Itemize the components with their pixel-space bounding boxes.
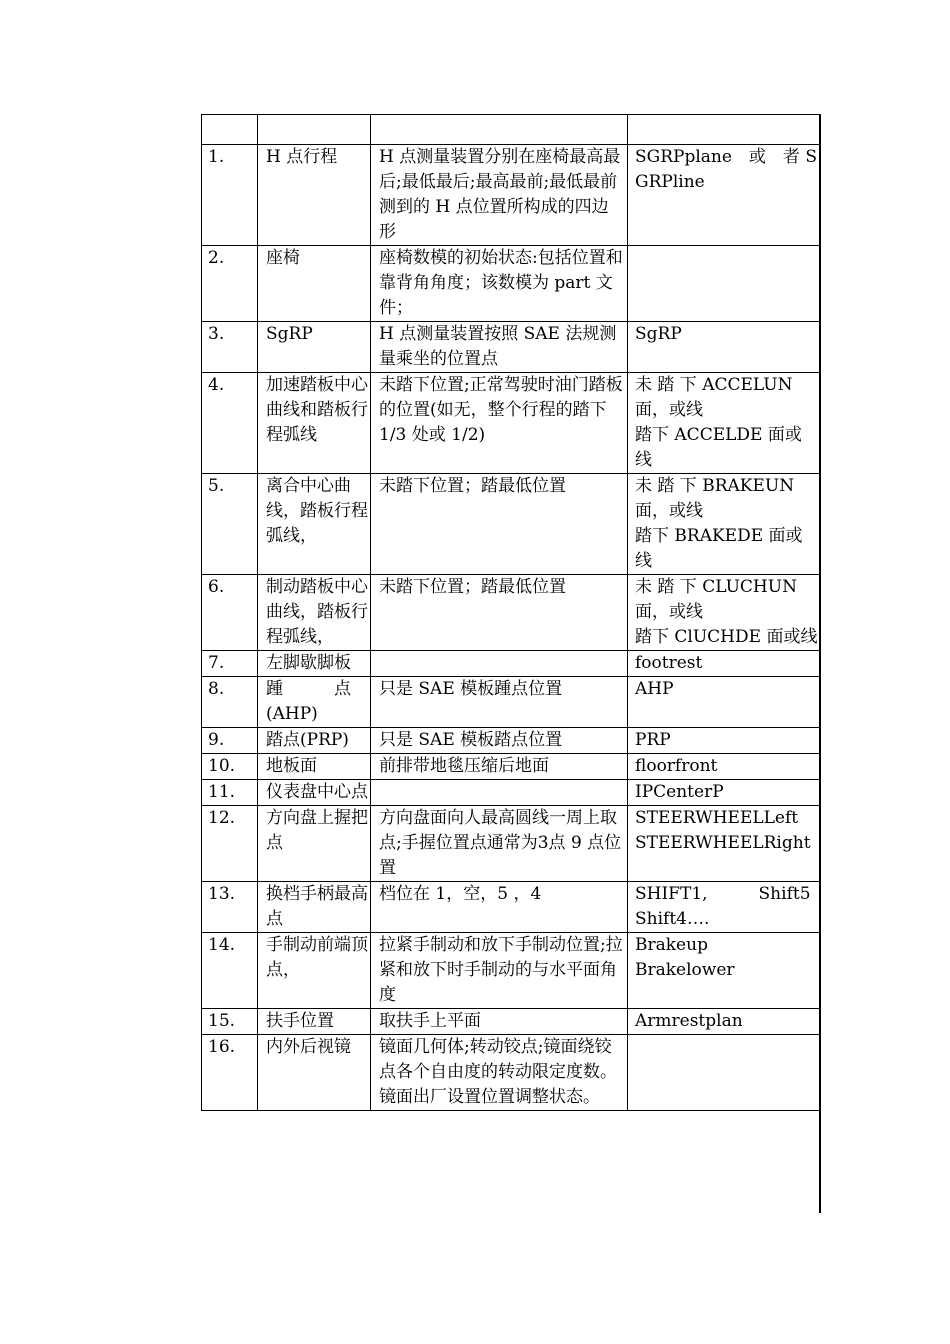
- row-name: 手制动前端顶点，: [258, 933, 371, 1009]
- table-row: [202, 677, 821, 728]
- row-description: H 点测量装置按照 SAE 法规测量乘坐的位置点: [371, 322, 628, 373]
- row-description: 前排带地毯压缩后地面: [371, 754, 628, 780]
- row-description: 取扶手上平面: [371, 1009, 628, 1035]
- row-name: 内外后视镜: [258, 1035, 371, 1111]
- row-number: 2.: [202, 246, 258, 322]
- row-number: 6.: [202, 575, 258, 651]
- row-name: 方向盘上握把点: [258, 806, 371, 882]
- table-row: [202, 474, 821, 575]
- header-cell-code: [628, 115, 821, 145]
- row-name: 加速踏板中心曲线和踏板行程弧线: [258, 373, 371, 474]
- row-code: PRP: [628, 728, 821, 754]
- row-name: 踏点(PRP): [258, 728, 371, 754]
- row-code: IPCenterP: [628, 780, 821, 806]
- row-number: 3.: [202, 322, 258, 373]
- row-name: SgRP: [258, 322, 371, 373]
- row-description: 档位在 1，空，5 ，4: [371, 882, 628, 933]
- row-name: 地板面: [258, 754, 371, 780]
- row-description: [371, 780, 628, 806]
- row-number: 9.: [202, 728, 258, 754]
- row-description: 拉紧手制动和放下手制动位置;拉紧和放下时手制动的与水平面角度: [371, 933, 628, 1009]
- header-cell-name: [258, 115, 371, 145]
- row-description: 镜面几何体;转动铰点;镜面绕铰点各个自由度的转动限定度数。镜面出厂设置位置调整状态。: [371, 1035, 628, 1111]
- row-number: 1.: [202, 145, 258, 246]
- row-code: 未 踏 下 CLUCHUN 面，或线 踏下 ClUCHDE 面或线: [628, 575, 821, 651]
- row-description: 未踏下位置；踏最低位置: [371, 474, 628, 575]
- row-description: 只是 SAE 模板踵点位置: [371, 677, 628, 728]
- row-code: footrest: [628, 651, 821, 677]
- row-code: Brakeup Brakelower: [628, 933, 821, 1009]
- row-code: 未 踏 下 BRAKEUN 面，或线 踏下 BRAKEDE 面或线: [628, 474, 821, 575]
- row-name: 制动踏板中心曲线，踏板行程弧线，: [258, 575, 371, 651]
- row-code: AHP: [628, 677, 821, 728]
- row-name: H 点行程: [258, 145, 371, 246]
- row-number: 7.: [202, 651, 258, 677]
- row-description: 座椅数模的初始状态:包括位置和靠背角角度；该数模为 part 文件；: [371, 246, 628, 322]
- row-name: 左脚歇脚板: [258, 651, 371, 677]
- table-row: [202, 1035, 821, 1111]
- row-number: 4.: [202, 373, 258, 474]
- table-row: [202, 806, 821, 882]
- row-description: 只是 SAE 模板踏点位置: [371, 728, 628, 754]
- table-right-border: [819, 114, 821, 1213]
- row-name: 离合中心曲线，踏板行程弧线，: [258, 474, 371, 575]
- row-number: 11.: [202, 780, 258, 806]
- row-code: [628, 246, 821, 322]
- row-number: 12.: [202, 806, 258, 882]
- row-description: 方向盘面向人最高圆线一周上取点;手握位置点通常为3点 9 点位置: [371, 806, 628, 882]
- row-number: 15.: [202, 1009, 258, 1035]
- row-description: [371, 651, 628, 677]
- row-number: 8.: [202, 677, 258, 728]
- table-row: [202, 882, 821, 933]
- row-code: STEERWHEELLeft STEERWHEELRight: [628, 806, 821, 882]
- table-row: [202, 728, 821, 754]
- row-code: 未 踏 下 ACCELUN 面，或线 踏下 ACCELDE 面或线: [628, 373, 821, 474]
- row-number: 5.: [202, 474, 258, 575]
- row-description: 未踏下位置；踏最低位置: [371, 575, 628, 651]
- row-description: H 点测量装置分别在座椅最高最后;最低最后;最高最前;最低最前测到的 H 点位置所构成的四边形: [371, 145, 628, 246]
- row-description: 未踏下位置;正常驾驶时油门踏板的位置(如无，整个行程的踏下 1/3 处或 1/2): [371, 373, 628, 474]
- row-number: 14.: [202, 933, 258, 1009]
- row-code: [628, 1035, 821, 1111]
- row-name: 座椅: [258, 246, 371, 322]
- table-row: [202, 651, 821, 677]
- header-row: [202, 115, 821, 145]
- table-row: [202, 373, 821, 474]
- row-number: 10.: [202, 754, 258, 780]
- table-row: [202, 322, 821, 373]
- row-code: SHIFT1, Shift5 Shift4….: [628, 882, 821, 933]
- table-row: [202, 1009, 821, 1035]
- table-row: [202, 754, 821, 780]
- row-name: 换档手柄最高点: [258, 882, 371, 933]
- row-code: SgRP: [628, 322, 821, 373]
- row-code: Armrestplan: [628, 1009, 821, 1035]
- row-number: 16.: [202, 1035, 258, 1111]
- spec-table: [201, 114, 821, 1111]
- table-row: [202, 246, 821, 322]
- header-cell-description: [371, 115, 628, 145]
- row-code: SGRPplane 或 者 SGRPline: [628, 145, 821, 246]
- row-name: 踵 点 (AHP): [258, 677, 371, 728]
- table-row: [202, 575, 821, 651]
- header-cell-number: [202, 115, 258, 145]
- row-code: floorfront: [628, 754, 821, 780]
- row-name: 扶手位置: [258, 1009, 371, 1035]
- table-row: [202, 780, 821, 806]
- table-row: [202, 933, 821, 1009]
- row-number: 13.: [202, 882, 258, 933]
- table-row: [202, 145, 821, 246]
- row-name: 仪表盘中心点: [258, 780, 371, 806]
